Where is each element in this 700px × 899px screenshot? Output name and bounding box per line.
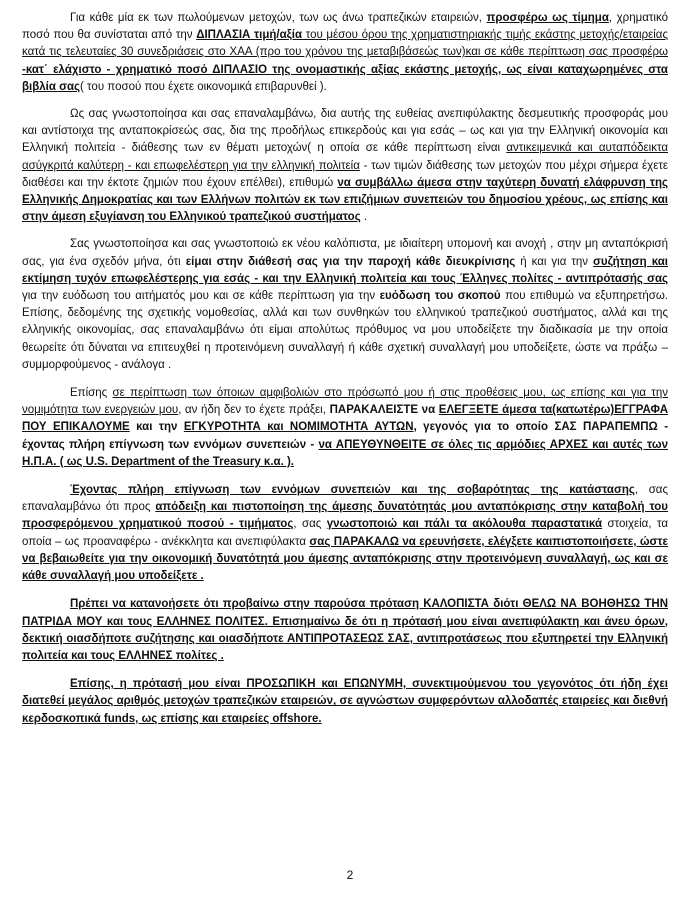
text-run: γνωστοποιώ και πάλι τα ακόλουθα παραστατικά <box>326 518 603 531</box>
text-run: σας ΠΑΡΑΚΑΛΩ να ερευνήσετε, ελέγξετε καιπιστοποιήσετε, ώστε να βεβαιωθείτε για την οικονομική δυνατότητά μου άμεσης ανταπόκρισης στην προτεινόμενη συναλλαγή, ως και σε κάθε συναλλαγή μου υποδείξετε . <box>22 535 668 583</box>
text-run: , γεγονός για το οποίο ΣΑΣ ΠΑΡΑΠΕΜΠΩ - έχοντας πλήρη επίγνωση των εννόμων συνεπειών - <box>22 421 669 451</box>
page-number: 2 <box>346 868 354 882</box>
text-run: αντικειμενικά και αυταπόδεικτα ασύγκριτά καλύτερη - και επωφελέστερη για την ελληνική πολιτεία <box>22 142 669 172</box>
text-run: και την <box>129 421 184 434</box>
text-run: να συμβάλλω άμεσα στην ταχύτερη δυνατή ελάφρυνση της Ελληνικής Δημοκρατίας και των Ελλήνων πολιτών εκ των επιζήμιων συνεπειών του δημοσίου χρέους, ως επίσης και στην άμεση εξυγίανση του Ελληνικού τραπεζικού συστήματος <box>22 176 668 224</box>
text-run: ΕΛΕΓΞΕΤΕ άμεσα τα(κατωτέρω)ΕΓΓΡΑΦΑ ΠΟΥ ΕΠΙΚΑΛΟΥΜΕ <box>22 404 668 434</box>
text-run: ΔΙΠΛΑΣΙΑ τιμή/αξία <box>196 29 303 42</box>
text-run: ή και για την <box>515 255 594 268</box>
text-run: - των τιμών διάθεσης των μετοχών που μέχρι σήμερα έχετε διαθέσει και την έκτοτε ζημιών που έχουν επέλθει), επιθυμώ <box>22 159 668 189</box>
text-run: Για κάθε μία εκ των πωλούμενων μετοχών, των ως άνω τραπεζικών εταιρειών, <box>70 12 487 24</box>
text-run: Σας γνωστοποίησα και σας γνωστοποιώ εκ νέου καλόπιστα, με ιδιαίτερη υπομονή και ανοχή , στην μη ανταπόκρισή σας, για ένα σχεδόν μήνα, ότι <box>22 238 668 268</box>
text-run: που επιθυμώ να εξυπηρετήσω. Επίσης, δεδομένης της σχετικής νομοθεσίας, αλλά και των συνθηκών του ελληνικού τραπεζικού συστήματος, αλλά και της ελληνικής οικονομίας, σας επαναλαμβάνω ότι είμαι απολύτως πρόθυμος να μου υποδείξετε την διαδικασία με την οποία θεωρείτε ότι δύναται να επιτευχθεί η προτεινόμενη συναλλαγή ή κάθε σχετική συναλλαγή μου υποδείξετε, ώστε να πράξω – συμμορφούμενος - ανάλογα . <box>22 290 668 371</box>
text-run: είμαι στην διάθεσή σας για την παροχή κάθε διευκρίνισης <box>185 255 516 268</box>
text-run: -κατ΄ ελάχιστο - χρηματικό ποσό ΔΙΠΛΑΣΙΟ της ονομαστικής αξίας εκάστης μετοχής, ως είναι καταχωρημένες στα βιβλία σας <box>22 63 668 93</box>
paragraph-benefit-statement <box>22 106 668 226</box>
text-run: ΠΑΡΑΚΑΛΕΙΣΤΕ να <box>329 404 439 417</box>
text-run: να ΑΠΕΥΘΥΝΘΕΙΤΕ σε όλες τις αρμόδιες ΑΡΧΕΣ και αυτές των Η.Π.Α. ( ως U.S. Department of the Treasury κ.α. ). <box>22 438 668 468</box>
paragraph-personal-proposal <box>22 676 668 728</box>
text-run: συζήτηση και εκτίμηση τυχόν επωφελέστερης για εσάς - και την Ελληνική πολιτεία και τους Έλληνες πολίτες - αντιπρότασής σας <box>22 255 668 285</box>
letter-body <box>22 10 668 728</box>
text-run: του μέσου όρου της χρηματιστηριακής τιμής εκάστης μετοχής/εταιρείας κατά τις τελευταίες 30 συνεδριάσεις στο ΧΑΑ (προ του χρόνου της μεταβιβάσεώς των)και σε κάθε περίπτωση σας προσφέρω <box>22 29 668 59</box>
text-run: απόδειξη και πιστοποίηση της άμεσης δυνατότητάς μου ανταπόκρισης στην καταβολή του προσφερόμενου χρηματικού ποσού - τιμήματος <box>22 501 669 531</box>
text-run: , σας <box>293 518 327 531</box>
text-run: προσφέρω ως τίμημα <box>486 12 609 24</box>
paragraph-verification-request <box>22 385 668 471</box>
paragraph-offer-price <box>22 10 668 96</box>
text-run: ευόδωση του σκοπού <box>379 290 501 303</box>
text-run: , χρηματικό ποσό που θα συνίσταται από την <box>22 12 668 42</box>
text-run: , σας επαναλαμβάνω ότι προς <box>22 484 668 514</box>
text-run: για την ευόδωση του αιτήματός μου και σε κάθε περίπτωση για την <box>22 290 380 303</box>
text-run: Επίσης, η πρότασή μου είναι ΠΡΟΣΩΠΙΚΗ και ΕΠΩΝΥΜΗ, συνεκτιμούμενου του γεγονότος ότι ήδη έχει διατεθεί μεγάλος αριθμός μετοχών τραπεζικών εταιρειών, σε αγνώστων συμφερόντων αλλοδαπές εταιρείες και διεθνή κερδοσκοπικά funds, ως επίσης και εταιρείες offshore. <box>22 678 668 725</box>
text-run: στοιχεία, τα οποία – ως προαναφέρω - ανέκκλητα και ανεπιφύλακτα <box>22 518 669 548</box>
text-run: Πρέπει να κατανοήσετε ότι προβαίνω στην παρούσα πρόταση ΚΑΛΟΠΙΣΤΑ διότι ΘΕΛΩ ΝΑ ΒΟΗΘΗΣΩ ΤΗΝ ΠΑΤΡΙΔΑ ΜΟΥ και τους ΕΛΛΗΝΕΣ ΠΟΛΙΤΕΣ. Επισημαίνω δε ότι η πρότασή μου είναι ανεπιφύλακτη και άνευ όρων, δεκτική οιασδήποτε συζήτησης και οιασδήποτε ΑΝΤΙΠΡΟΤΑΣΕΩΣ ΣΑΣ, αντιπροτάσεως που εξυπηρετεί την Ελληνική πολιτεία και τους ΕΛΛΗΝΕΣ πολίτες . <box>22 598 668 662</box>
text-run: Επίσης <box>70 387 113 400</box>
paragraph-financial-proof <box>22 482 668 585</box>
paragraph-availability <box>22 236 668 374</box>
text-run: , αν ήδη δεν το έχετε πράξει, <box>178 404 330 417</box>
text-run: ( του ποσού που έχετε οικονομικά επιβαρυνθεί ). <box>80 80 327 93</box>
text-run: Ως σας γνωστοποίησα και σας επαναλαμβάνω, δια αυτής της ευθείας ανεπιφύλακτης δεσμευτικής προσφοράς μου και αντίστοιχα της ανταποκρίσεώς σας, δια της προδήλως επικερδούς και για εσάς – ως και για την Ελληνική οικονομία και Ελληνική πολιτεία - διάθεσης των εν θέματι μετοχών( η οποία σε κάθε περίπτωση είναι <box>22 108 668 155</box>
text-run: σε περίπτωση των όποιων αμφιβολιών στο πρόσωπό μου ή στις προθέσεις μου, ως επίσης και για την νομιμότητα των ενεργειών μου <box>22 387 668 417</box>
text-run: . <box>360 211 368 224</box>
paragraph-good-faith <box>22 596 668 665</box>
text-run: Έχοντας πλήρη επίγνωση των εννόμων συνεπειών και της σοβαρότητας της κατάστασης <box>70 484 635 497</box>
text-run: ΕΓΚΥΡΟΤΗΤΑ και ΝΟΜΙΜΟΤΗΤΑ ΑΥΤΩΝ <box>183 421 414 434</box>
